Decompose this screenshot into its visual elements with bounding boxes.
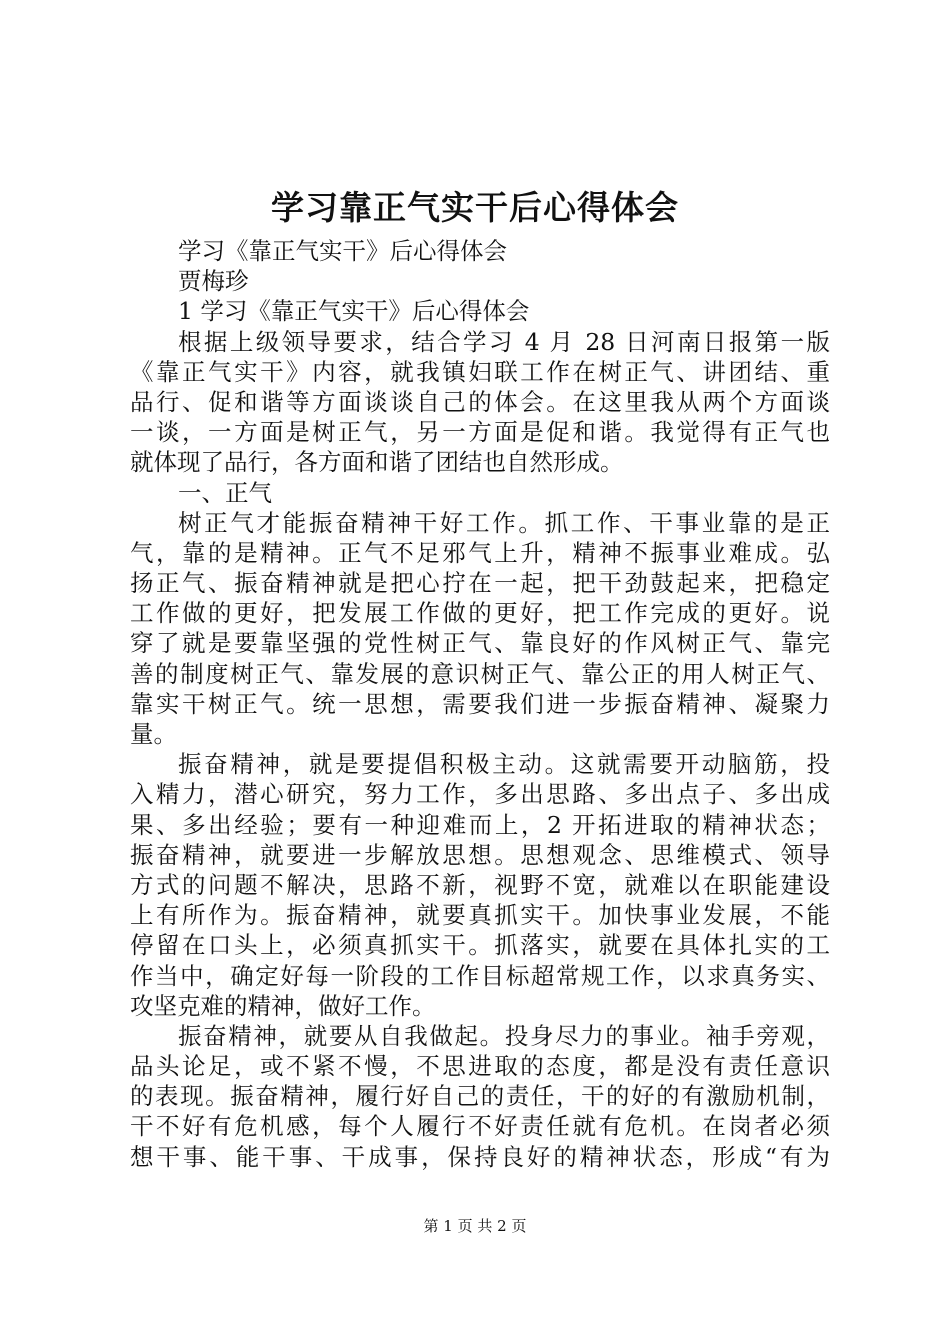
text-line: 1 学习《靠正气实干》后心得体会	[178, 297, 530, 326]
text-line: 入精力，潜心研究，努力工作，多出思路、多出点子、多出成	[130, 780, 830, 809]
text-line: 振奋精神，就要从自我做起。投身尽力的事业。袖手旁观，	[178, 1021, 830, 1050]
text-line: 果、多出经验；要有一种迎难而上，2 开拓进取的精神状态；	[130, 810, 830, 839]
text-line: 贾梅珍	[178, 267, 249, 296]
text-line: 善的制度树正气、靠发展的意识树正气、靠公正的用人树正气、	[130, 659, 830, 688]
text-line: 品头论足，或不紧不慢，不思进取的态度，都是没有责任意识	[130, 1052, 830, 1081]
text-line: 的表现。振奋精神，履行好自己的责任，干的好的有激励机制，	[130, 1082, 830, 1111]
text-line: 上有所作为。振奋精神，就要真抓实干。加快事业发展，不能	[130, 901, 830, 930]
text-line: 一谈，一方面是树正气，另一方面是促和谐。我觉得有正气也	[130, 418, 830, 447]
text-line: 气，靠的是精神。正气不足邪气上升，精神不振事业难成。弘	[130, 538, 830, 567]
text-line: 振奋精神，就要进一步解放思想。思想观念、思维模式、领导	[130, 840, 830, 869]
document-title: 学习靠正气实干后心得体会	[271, 188, 679, 227]
text-line: 《靠正气实干》内容，就我镇妇联工作在树正气、讲团结、重	[130, 357, 830, 386]
text-line: 穿了就是要靠坚强的党性树正气、靠良好的作风树正气、靠完	[130, 629, 830, 658]
text-line: 一、正气	[178, 478, 272, 507]
text-line: 量。	[130, 720, 177, 748]
text-line: 攻坚克难的精神，做好工作。	[130, 991, 436, 1020]
text-line: 扬正气、振奋精神就是把心拧在一起，把干劲鼓起来，把稳定	[130, 569, 830, 598]
text-line: 干不好有危机感，每个人履行不好责任就有危机。在岗者必须	[130, 1112, 830, 1141]
text-line: 工作做的更好，把发展工作做的更好，把工作完成的更好。说	[130, 599, 830, 628]
text-line: 方式的问题不解决，思路不新，视野不宽，就难以在职能建设	[130, 870, 830, 899]
text-line: 想干事、能干事、干成事，保持良好的精神状态，形成“有为	[130, 1142, 830, 1171]
text-line: 作当中，确定好每一阶段的工作目标超常规工作，以求真务实、	[130, 961, 830, 990]
page-footer: 第 1 页 共 2 页	[423, 1217, 527, 1235]
document-body	[130, 236, 830, 1172]
text-line: 振奋精神，就是要提倡积极主动。这就需要开动脑筋，投	[178, 750, 830, 779]
text-line: 学习《靠正气实干》后心得体会	[178, 237, 507, 265]
text-line: 品行、促和谐等方面谈谈自己的体会。在这里我从两个方面谈	[130, 387, 830, 416]
text-line: 树正气才能振奋精神干好工作。抓工作、干事业靠的是正	[178, 508, 830, 537]
text-line: 靠实干树正气。统一思想，需要我们进一步振奋精神、凝聚力	[130, 689, 830, 718]
text-line: 根据上级领导要求，结合学习 4 月 28 日河南日报第一版	[178, 327, 830, 356]
text-line: 停留在口头上，必须真抓实干。抓落实，就要在具体扎实的工	[130, 931, 830, 960]
text-line: 就体现了品行，各方面和谐了团结也自然形成。	[130, 448, 624, 477]
